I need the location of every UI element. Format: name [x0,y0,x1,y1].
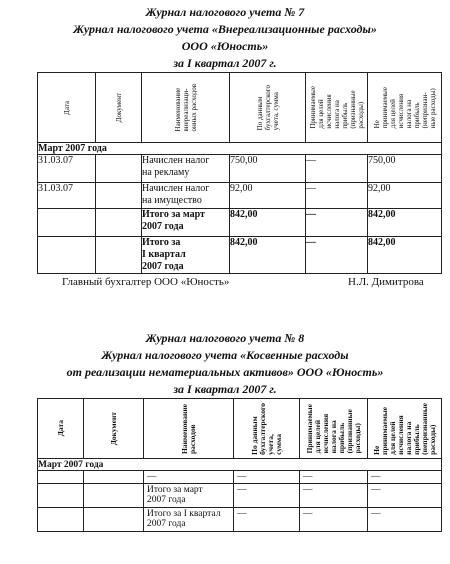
cell-date [38,484,84,508]
cell-name: Итого за март 2007 года [144,484,234,508]
cell-accounting: — [234,508,300,532]
cell-name: Итого за I квартал 2007 года [144,508,234,532]
journal7-title-line: Журнал налогового учета № 7 [145,5,305,19]
table-row [38,155,442,183]
table-row [38,183,442,209]
cell-unrecognized: 842,00 [368,237,442,274]
cell-unrecognized: — [368,508,442,532]
column-header: Дата [38,73,96,143]
cell-name: Итого за март 2007 года [142,209,230,237]
cell-date [38,508,84,532]
cell-recognized: — [306,237,368,274]
column-header: Дата [38,399,84,459]
cell-accounting: — [234,484,300,508]
cell-document [96,209,142,237]
column-header: Принимаемые для целей исчисления налога на прибыль (признанные расходы) [300,399,368,459]
journal8-title-line: Журнал налогового учета «Косвенные расходы [101,348,349,362]
journal7-title [0,4,450,72]
journal7-title-line: Журнал налогового учета «Внереализационные расходы» [73,22,377,36]
column-header: Принимаемые для целей исчисления налога на прибыль (признанные расходы) [306,73,368,143]
cell-unrecognized: 92,00 [368,183,442,209]
journal7-title-line: за I квартал 2007 г. [173,56,277,70]
table-row-total [38,237,442,274]
cell-unrecognized: — [368,471,442,484]
cell-document [84,508,144,532]
cell-name: Начислен налог на имущество [142,183,230,209]
column-header: Наименование внереализаци- онных расходов [142,73,230,143]
table-row-total [38,508,442,532]
cell-recognized: — [300,484,368,508]
cell-date: 31.03.07 [38,155,96,183]
cell-recognized: — [300,508,368,532]
section-label: Март 2007 года [38,143,442,155]
cell-recognized: — [300,471,368,484]
cell-unrecognized: 750,00 [368,155,442,183]
cell-recognized: — [306,155,368,183]
journal8-title [0,330,450,398]
cell-date: 31.03.07 [38,183,96,209]
section-row [38,143,442,155]
column-header: По данным бухгалтерского учета, сумма [230,73,306,143]
cell-unrecognized: — [368,484,442,508]
journal8-title-line: Журнал налогового учета № 8 [145,331,305,345]
section-row [38,459,442,471]
cell-recognized: — [306,183,368,209]
cell-accounting: 92,00 [230,183,306,209]
journal8-header-row [38,399,442,459]
cell-name: Итого за I квартал 2007 года [142,237,230,274]
column-header: По данным бухгалтерского учета, сумма [234,399,300,459]
cell-unrecognized: 842,00 [368,209,442,237]
cell-document [96,183,142,209]
cell-document [96,155,142,183]
journal8-title-line: от реализации нематериальных активов» ООО «Юность» [66,365,384,379]
cell-document [96,237,142,274]
column-header: Документ [84,399,144,459]
journal7-table [37,72,442,274]
table-row [38,471,442,484]
column-header: Не принимаемые для целей исчисления налога на прибыль (непризнанные расходы) [368,399,442,459]
cell-document [84,484,144,508]
signature-name: Н.Л. Димитрова [348,276,424,288]
cell-accounting: 842,00 [230,237,306,274]
section-label: Март 2007 года [38,459,442,471]
journal7-title-line: ООО «Юность» [181,39,269,53]
cell-accounting: — [234,471,300,484]
cell-name: Начислен налог на рекламу [142,155,230,183]
journal8-title-line: за I квартал 2007 г. [173,382,277,396]
cell-date [38,237,96,274]
signature-title: Главный бухгалтер ООО «Юность» [62,276,230,288]
cell-accounting: 750,00 [230,155,306,183]
column-header: Документ [96,73,142,143]
column-header: Наименование расходов [144,399,234,459]
cell-accounting: 842,00 [230,209,306,237]
journal8-table [37,398,442,532]
cell-date [38,209,96,237]
cell-document [84,471,144,484]
table-row-total [38,209,442,237]
journal7-header-row [38,73,442,143]
cell-recognized: — [306,209,368,237]
column-header: Не принимаемые для целей исчисления налога на прибыль (непризнан- ные расходы) [368,73,442,143]
cell-date [38,471,84,484]
cell-name: — [144,471,234,484]
table-row-total [38,484,442,508]
